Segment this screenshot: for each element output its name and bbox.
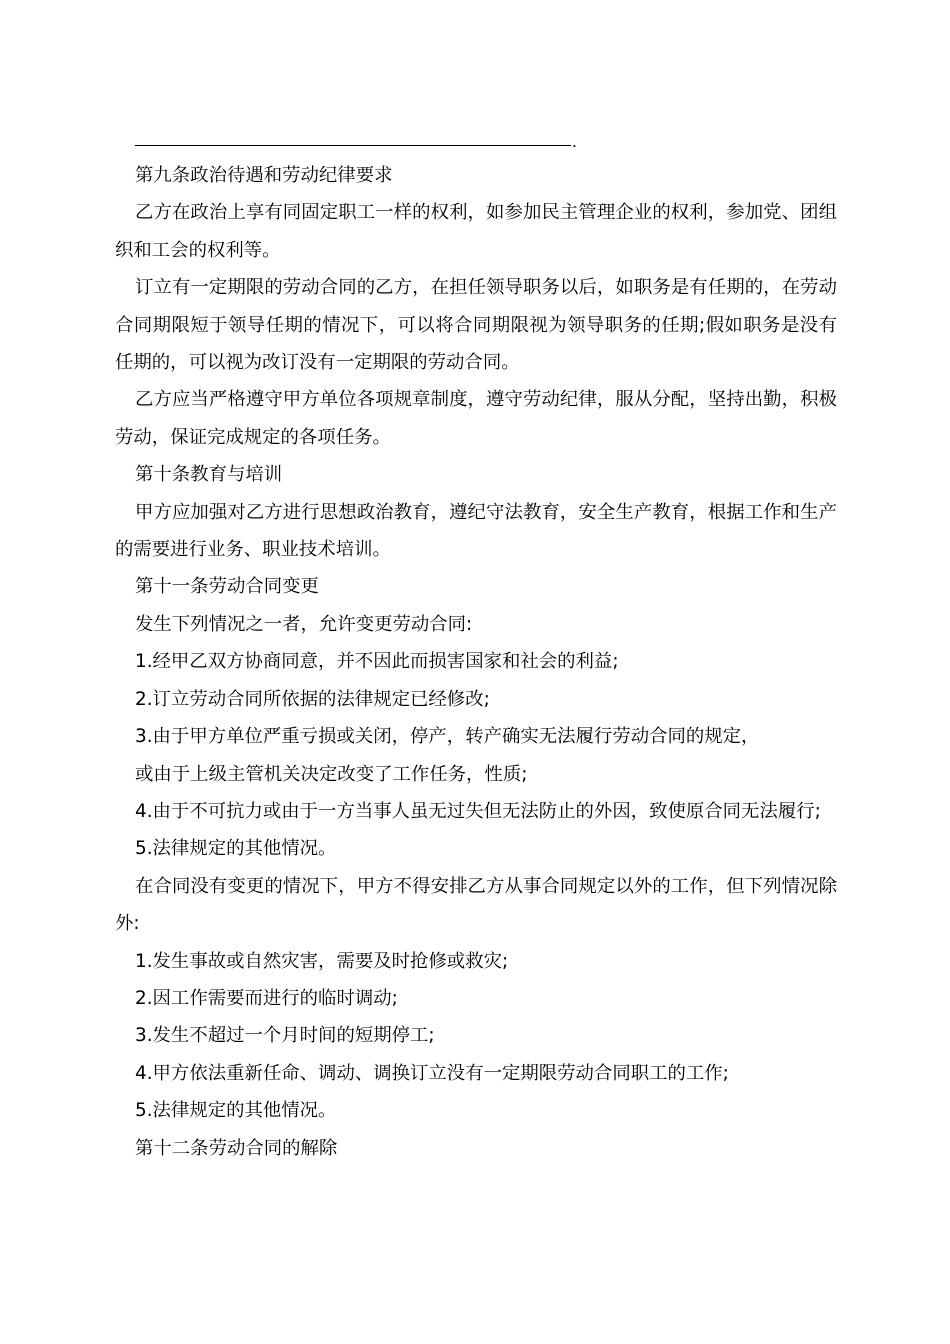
- contract-body: [115, 157, 837, 1167]
- article-9-paragraph-political-rights: 乙方在政治上享有同固定职工一样的权利，如参加民主管理企业的权利，参加党、团组织和工会的权利等。: [115, 202, 837, 261]
- list-item: 3.发生不超过一个月时间的短期停工;: [135, 1025, 435, 1047]
- article-11-intro: 发生下列情况之一者，允许变更劳动合同:: [135, 613, 473, 635]
- article-9-paragraph-discipline: 乙方应当严格遵守甲方单位各项规章制度，遵守劳动纪律，服从分配，坚持出勤，积极劳动，保证完成规定的各项任务。: [115, 389, 837, 448]
- list-item: 5.法律规定的其他情况。: [135, 1100, 337, 1122]
- list-item-continuation: 或由于上级主管机关决定改变了工作任务，性质;: [135, 763, 528, 785]
- list-item: 2.订立劳动合同所依据的法律规定已经修改;: [135, 688, 490, 710]
- list-item: 2.因工作需要而进行的临时调动;: [135, 987, 398, 1009]
- article-10-heading: 第十条教育与培训: [135, 464, 283, 486]
- article-11-paragraph-exceptions: 在合同没有变更的情况下，甲方不得安排乙方从事合同规定以外的工作，但下列情况除外:: [115, 875, 837, 935]
- list-item: 5.法律规定的其他情况。: [135, 838, 337, 860]
- list-item: 1.经甲乙双方协商同意，并不因此而损害国家和社会的利益;: [135, 651, 619, 673]
- article-10-paragraph-training: 甲方应加强对乙方进行思想政治教育，遵纪守法教育，安全生产教育，根据工作和生产的需要进行业务、职业技术培训。: [115, 501, 837, 561]
- fill-underline: [135, 145, 571, 146]
- fill-line-period: .: [571, 132, 577, 151]
- list-item: 4.甲方依法重新任命、调动、调换订立没有一定期限劳动合同职工的工作;: [135, 1062, 729, 1084]
- list-item: 4.由于不可抗力或由于一方当事人虽无过失但无法防止的外因，致使原合同无法履行;: [135, 800, 821, 822]
- article-9-paragraph-leadership-term: 订立有一定期限的劳动合同的乙方，在担任领导职务以后，如职务是有任期的，在劳动合同期限短于领导任期的情况下，可以将合同期限视为领导职务的任期;假如职务是没有任期的，可以视为改订没有一定期限的劳动合同。: [115, 277, 837, 374]
- article-9-heading: 第九条政治待遇和劳动纪律要求: [135, 165, 393, 186]
- article-12-heading: 第十二条劳动合同的解除: [135, 1137, 338, 1159]
- blank-fill-line: [135, 132, 577, 151]
- list-item: 3.由于甲方单位严重亏损或关闭，停产，转产确实无法履行劳动合同的规定，: [135, 726, 760, 748]
- article-11-heading: 第十一条劳动合同变更: [135, 576, 319, 598]
- list-item: 1.发生事故或自然灾害，需要及时抢修或救灾;: [135, 950, 509, 972]
